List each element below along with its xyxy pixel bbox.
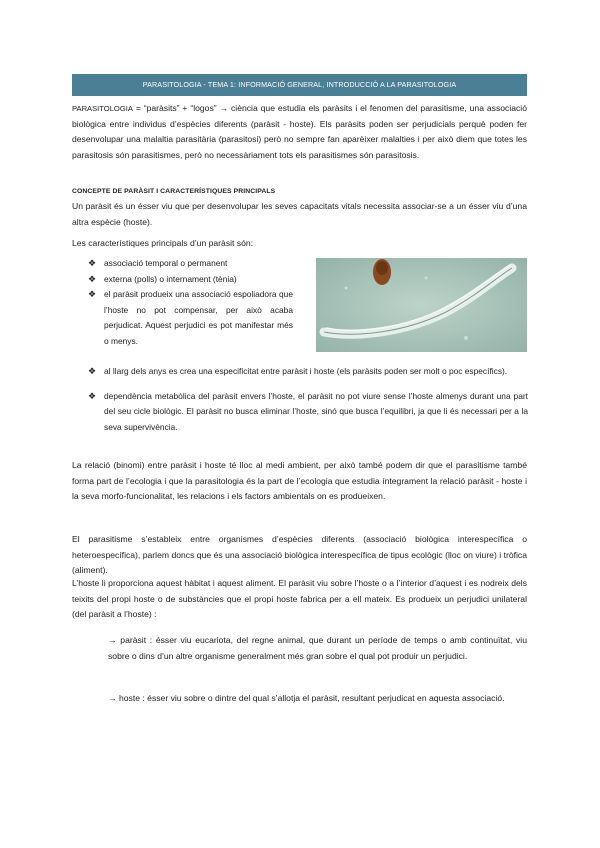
- intro-term: PARASITOLOGIA: [72, 104, 133, 113]
- list-item: [88, 364, 528, 380]
- list-item-text: el paràsit produeix una associació espoliadora que l’hoste no pot compensar, per això acaba perjudicat. Aquest perjudici es pot manifestar més o menys.: [104, 289, 293, 346]
- diamond-bullet-icon: ❖: [88, 289, 97, 300]
- intro-paragraph: [72, 101, 527, 163]
- list-item-text: dependència metabòlica del paràsit envers l’hoste, el paràsit no pot viure sense l’hoste almenys durant una part del seu cicle biològic. El paràsit no busca eliminar l’hoste, sinó que busca l’equilibri, ja que li és necessari per a la seva supervivència.: [104, 390, 528, 432]
- bullet-list-long: [88, 364, 528, 444]
- parasite-definition: Un paràsit és un ésser viu que per desenvolupar les seves capacitats vitals necessita associar-se a un ésser viu d’una altra espècie (hoste).: [72, 201, 527, 227]
- ecology-paragraph: La relació (binomi) entre paràsit i hoste té lloc al medi ambient, per això també podem dir que el parasitisme també forma part de l’ecologia i que la parasitologia és la part de l’ecologia que estudia íntegrament la relació paràsit - hoste i la seva morfo-funcionalitat, les relacions i els factors ambientals on es produeixen.: [72, 460, 527, 502]
- intro-text: = “paràsits” + “logos” → ciència que estudia els paràsits i el fenomen del parasitisme, una associació biològica entre individus d’espècies diferents (paràsit - hoste). Els paràsits poden ser perjudicials perquè poden fer desenvolupar una malaltia parasitària (parasitosi) però no sempre fan aparèixer malalties i per això diem que totes les parasitosis són parasitismes, però no necessàriament tots els parasitismes són parasitosis.: [72, 103, 527, 160]
- list-item: [88, 287, 293, 349]
- list-item: [88, 389, 528, 436]
- diamond-bullet-icon: ❖: [88, 258, 97, 268]
- characteristics-intro: Les característiques principals d’un paràsit són:: [72, 238, 254, 248]
- list-item-text: al llarg dels anys es crea una especificitat entre paràsit i hoste (els paràsits poden ser molt o poc específics).: [104, 366, 508, 376]
- diamond-bullet-icon: ❖: [88, 366, 97, 376]
- bullet-list-short: [88, 256, 293, 350]
- host-paragraph: L’hoste li proporciona aquest hàbitat i aquest aliment. El paràsit viu sobre l’hoste o a l’interior d’aquest i es nodreix dels teixits del propi hoste o de substàncies que el propi hoste fabrica per a ell mateix. Es produeix un perjudici unilateral (del paràsit a l’hoste) :: [72, 578, 527, 620]
- parasite-term-definition: → paràsit : ésser viu eucariota, del regne animal, que durant un període de temps o amb continuïtat, viu sobre o dins d’un altre organisme generalment més gran sobre el qual pot produir un perjudici.: [108, 635, 527, 661]
- list-item: [88, 256, 293, 272]
- nematode-image: [316, 258, 527, 352]
- page-header: PARASITOLOGIA - TEMA 1: INFORMACIÓ GENERAL, INTRODUCCIÓ A LA PARASITOLOGIA: [72, 74, 527, 96]
- host-term-definition: → hoste : ésser viu sobre o dintre del qual s’allotja el paràsit, resultant perjudicat en aquesta associació.: [108, 693, 505, 703]
- list-item-text: associació temporal o permanent: [104, 258, 228, 268]
- nematode-micrograph: [316, 258, 527, 352]
- section-title: CONCEPTE DE PARÀSIT I CARACTERÍSTIQUES PRINCIPALS: [72, 188, 276, 195]
- interspecific-paragraph: El parasitisme s’estableix entre organismes d’espècies diferents (associació biològica interespecífica o heteroespecífica), parlem doncs que és una associació biològica interespecífica de tipus ecològic (lloc on viure) i tròfica (aliment).: [72, 534, 527, 576]
- diamond-bullet-icon: ❖: [88, 273, 97, 284]
- diamond-bullet-icon: ❖: [88, 390, 97, 401]
- list-item-text: externa (polls) o internament (tènia): [104, 273, 237, 284]
- list-item: [88, 272, 293, 288]
